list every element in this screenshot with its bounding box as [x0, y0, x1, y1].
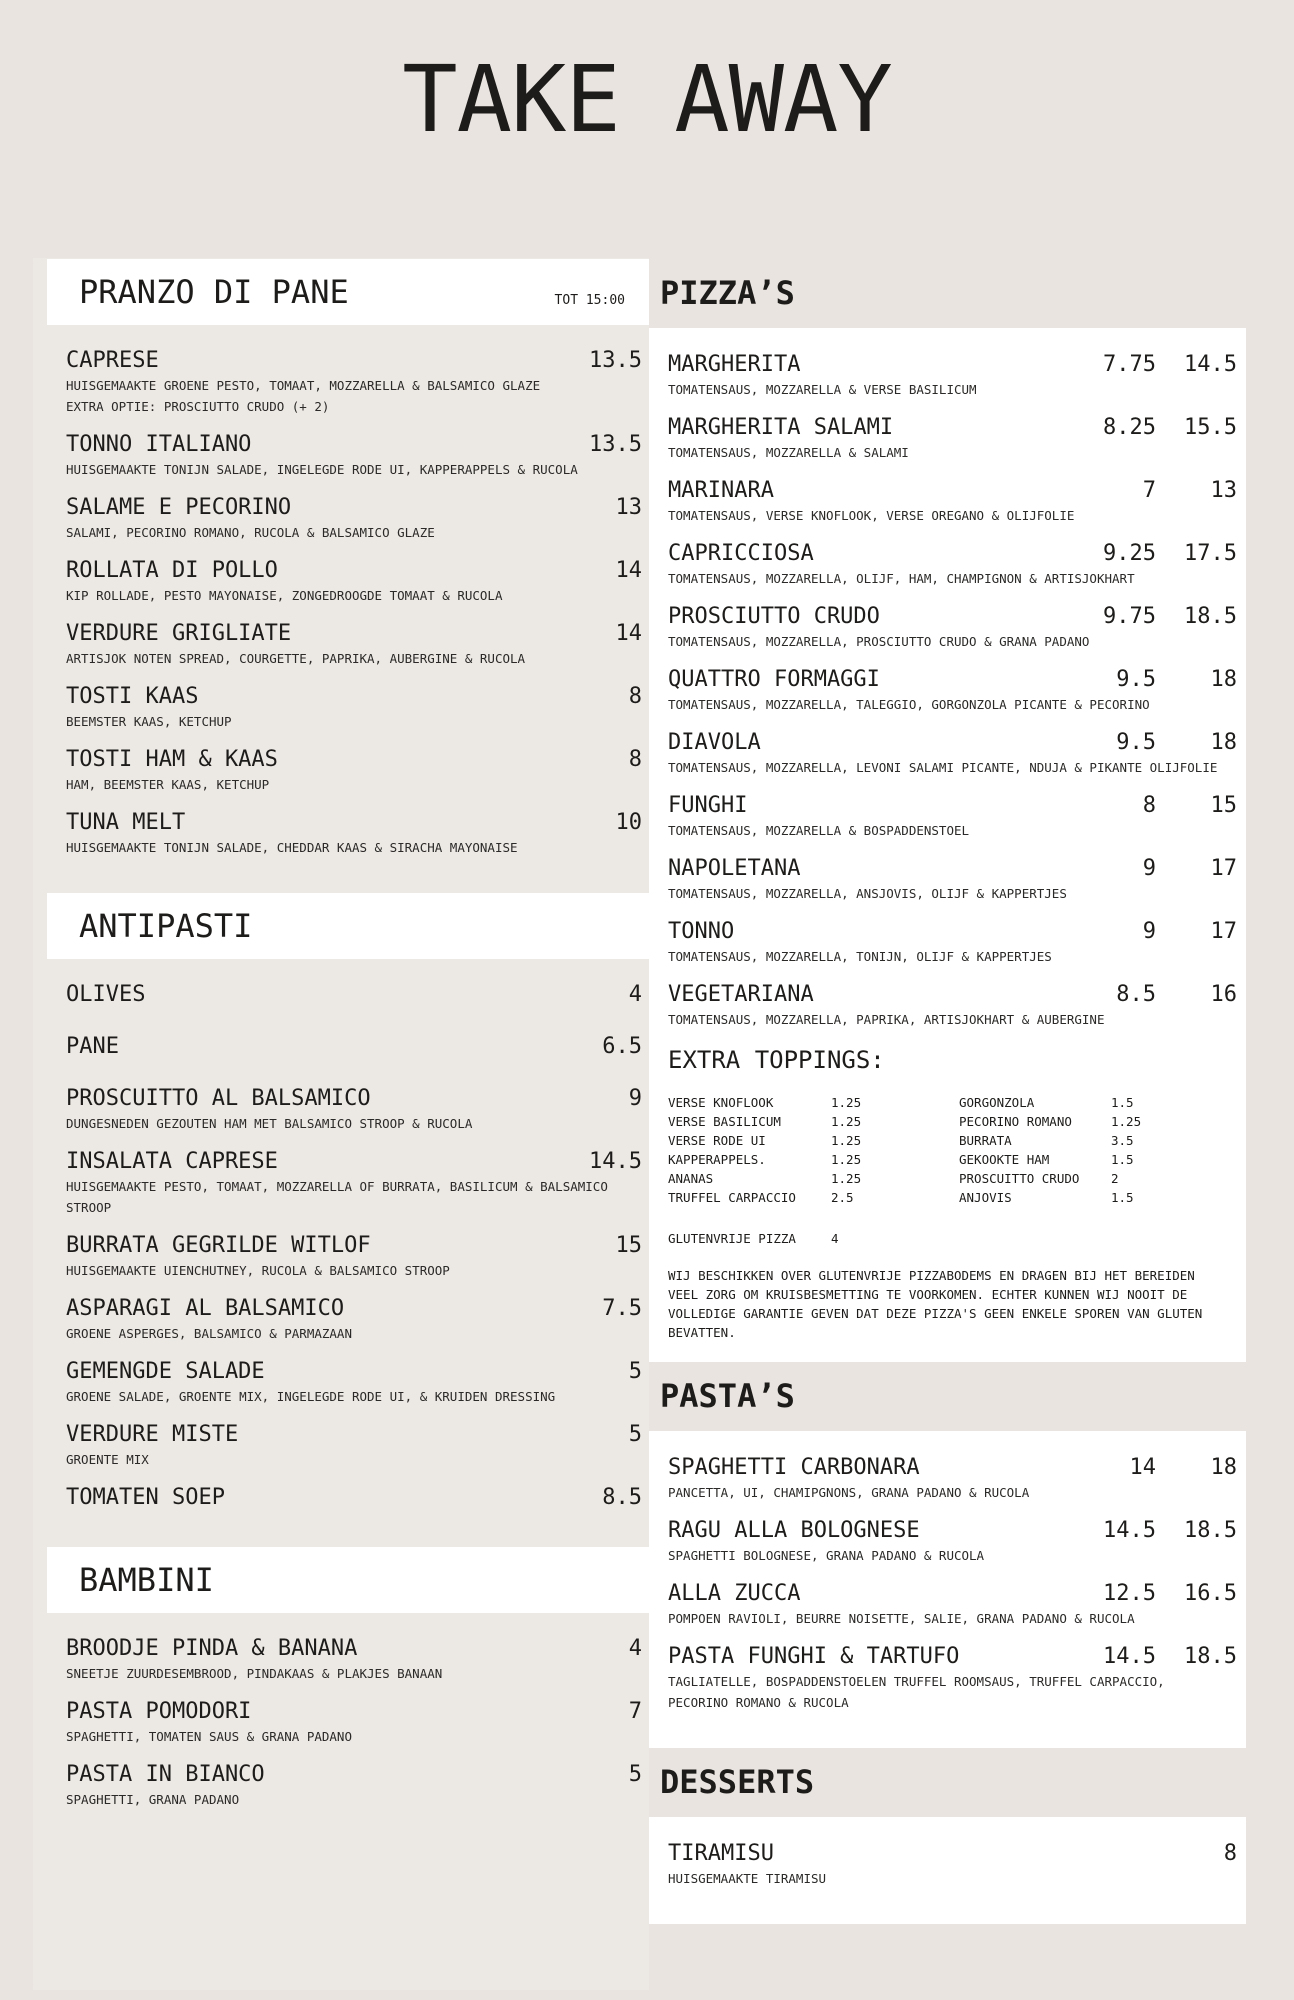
menu-item-price: 7: [628, 1699, 642, 1724]
menu-item-title: VERDURE GRIGLIATE: [66, 621, 292, 646]
menu-item-description: SNEETJE ZUURDESEMBROOD, PINDAKAAS & PLAKJES BANAAN: [66, 1666, 443, 1681]
section-title-desserts: DESSERTS: [660, 1763, 815, 1801]
menu-item-title: ASPARAGI AL BALSAMICO: [66, 1296, 345, 1321]
menu-item-row: [66, 1762, 642, 1788]
menu-item-price: 13.5: [589, 348, 642, 373]
menu-item-price-large: 16.5: [1184, 1581, 1237, 1606]
topping-label: PROSCUITTO CRUDO: [959, 1171, 1080, 1186]
menu-item-row: [66, 982, 642, 1008]
menu-item-description: HUISGEMAAKTE TIRAMISU: [668, 1871, 827, 1886]
menu-item: [668, 541, 1237, 588]
topping-price: 1.25: [831, 1171, 862, 1186]
section-items: [47, 1613, 649, 1809]
menu-item-price: 9: [628, 1086, 642, 1111]
section-time-note: TOT 15:00: [554, 292, 625, 308]
menu-item-row: [66, 1699, 642, 1725]
menu-item-title: MARGHERITA: [668, 352, 801, 377]
menu-item: [668, 1455, 1237, 1502]
menu-item-row: [668, 541, 1237, 567]
section-card-desserts: [649, 1817, 1246, 1924]
menu-item-price-small: 8.25: [1103, 415, 1156, 440]
menu-item-title: ALLA ZUCCA: [668, 1581, 801, 1606]
menu-item-title: TOMATEN SOEP: [66, 1485, 225, 1510]
menu-item-row: [668, 604, 1237, 630]
menu-item: [66, 1485, 642, 1511]
section-pranzo-di-pane: [47, 259, 649, 857]
topping-price: 2: [1111, 1171, 1119, 1186]
gluten-disclaimer-line: WIJ BESCHIKKEN OVER GLUTENVRIJE PIZZABODEMS EN DRAGEN BIJ HET BEREIDEN: [668, 1268, 1195, 1283]
menu-item-description: HUISGEMAAKTE TONIJN SALADE, CHEDDAR KAAS & SIRACHA MAYONAISE: [66, 840, 518, 855]
menu-item-row: [66, 684, 642, 710]
topping-price: 1.25: [831, 1152, 862, 1167]
menu-item-price: 14: [615, 621, 642, 646]
menu-item-description: TOMATENSAUS, MOZZARELLA & BOSPADDENSTOEL: [668, 823, 970, 838]
menu-item-row: [66, 1636, 642, 1662]
section-title: BAMBINI: [79, 1561, 214, 1599]
menu-item: [668, 793, 1237, 840]
menu-item-price-small: 7.75: [1103, 352, 1156, 377]
menu-item-description: HUISGEMAAKTE PESTO, TOMAAT, MOZZARELLA OF BURRATA, BASILICUM & BALSAMICO: [66, 1179, 608, 1194]
menu-item-title: VERDURE MISTE: [66, 1422, 239, 1447]
menu-item-title: SALAME E PECORINO: [66, 495, 292, 520]
extra-toppings-heading: EXTRA TOPPINGS:: [668, 1046, 885, 1074]
section-pastas: [649, 1376, 1246, 1748]
topping-label: KAPPERAPPELS.: [668, 1152, 766, 1167]
menu-item-description: TOMATENSAUS, MOZZARELLA, PROSCIUTTO CRUDO & GRANA PADANO: [668, 634, 1090, 649]
menu-item-row: [66, 495, 642, 521]
topping-row: [959, 1150, 1237, 1169]
menu-item-title: GEMENGDE SALADE: [66, 1359, 265, 1384]
menu-item-description: TAGLIATELLE, BOSPADDENSTOELEN TRUFFEL ROOMSAUS, TRUFFEL CARPACCIO,: [668, 1674, 1165, 1689]
menu-item-price: 15: [615, 1233, 642, 1258]
gluten-free-price: 4: [831, 1231, 839, 1246]
menu-item-row: [66, 1485, 642, 1511]
menu-item-price-large: 18: [1210, 667, 1237, 692]
extra-toppings-columns: [668, 1093, 1237, 1207]
menu-item-price-large: 18: [1210, 730, 1237, 755]
menu-item-price-large: 17: [1210, 919, 1237, 944]
right-column: [649, 273, 1246, 1924]
menu-item-price-small: 9.5: [1116, 667, 1156, 692]
menu-item-description: HAM, BEEMSTER KAAS, KETCHUP: [66, 777, 270, 792]
menu-item: [66, 432, 642, 479]
topping-price: 1.5: [1111, 1095, 1134, 1110]
menu-item-description: ARTISJOK NOTEN SPREAD, COURGETTE, PAPRIKA, AUBERGINE & RUCOLA: [66, 651, 526, 666]
menu-item-title: RAGU ALLA BOLOGNESE: [668, 1518, 920, 1543]
topping-label: BURRATA: [959, 1133, 1012, 1148]
menu-item-row: [66, 747, 642, 773]
topping-price: 1.25: [831, 1114, 862, 1129]
topping-row: [668, 1188, 959, 1207]
topping-label: ANANAS: [668, 1171, 714, 1186]
topping-price: 1.5: [1111, 1190, 1134, 1205]
section-header-pranzo-di-pane: [47, 259, 649, 325]
menu-item: [66, 747, 642, 794]
menu-item: [668, 1644, 1237, 1712]
page-title: TAKE AWAY: [402, 46, 892, 153]
menu-item-price-small: 9.75: [1103, 604, 1156, 629]
gluten-disclaimer: [668, 1266, 1237, 1342]
menu-item-row: [66, 1149, 642, 1175]
menu-item-price-small: 8: [1142, 793, 1156, 818]
section-antipasti: [47, 893, 649, 1511]
menu-item-description: SPAGHETTI, TOMATEN SAUS & GRANA PADANO: [66, 1729, 352, 1744]
menu-item-description: KIP ROLLADE, PESTO MAYONAISE, ZONGEDROOGDE TOMAAT & RUCOLA: [66, 588, 503, 603]
menu-item-title: INSALATA CAPRESE: [66, 1149, 278, 1174]
menu-item-description: TOMATENSAUS, MOZZARELLA & SALAMI: [668, 445, 909, 460]
topping-row: [959, 1093, 1237, 1112]
topping-row: [959, 1131, 1237, 1150]
section-card-pastas: [649, 1431, 1246, 1748]
topping-row: [959, 1169, 1237, 1188]
menu-item-price: 10: [615, 810, 642, 835]
menu-item: [66, 1762, 642, 1809]
left-column: [47, 259, 649, 1825]
section-desserts: [649, 1762, 1246, 1924]
menu-item-description: SPAGHETTI BOLOGNESE, GRANA PADANO & RUCOLA: [668, 1548, 985, 1563]
menu-item-price: 4: [628, 982, 642, 1007]
topping-label: GEKOOKTE HAM: [959, 1152, 1050, 1167]
menu-item-title: PROSCIUTTO CRUDO: [668, 604, 880, 629]
menu-item-price: 14: [615, 558, 642, 583]
menu-item-title: VEGETARIANA: [668, 982, 814, 1007]
menu-item: [668, 1518, 1237, 1565]
menu-item-price-small: 9.25: [1103, 541, 1156, 566]
menu-item-description: HUISGEMAAKTE UIENCHUTNEY, RUCOLA & BALSAMICO STROOP: [66, 1263, 450, 1278]
menu-item: [66, 1034, 642, 1060]
topping-label: VERSE KNOFLOOK: [668, 1095, 774, 1110]
menu-item: [66, 1149, 642, 1217]
menu-item-price: 14.5: [589, 1149, 642, 1174]
topping-row: [668, 1169, 959, 1188]
section-title: ANTIPASTI: [79, 907, 253, 945]
menu-item-title: PASTA POMODORI: [66, 1699, 252, 1724]
menu-item-description: SALAMI, PECORINO ROMANO, RUCOLA & BALSAMICO GLAZE: [66, 525, 435, 540]
menu-item-title: BROODJE PINDA & BANANA: [66, 1636, 358, 1661]
topping-label: TRUFFEL CARPACCIO: [668, 1190, 796, 1205]
menu-item: [66, 1233, 642, 1280]
menu-item-price-large: 13: [1210, 478, 1237, 503]
menu-item-title: TOSTI KAAS: [66, 684, 199, 709]
menu-item-row: [66, 1296, 642, 1322]
menu-item-description: TOMATENSAUS, MOZZARELLA, TALEGGIO, GORGONZOLA PICANTE & PECORINO: [668, 697, 1150, 712]
menu-item-row: [668, 352, 1237, 378]
topping-price: 3.5: [1111, 1133, 1134, 1148]
menu-item-price-small: 7: [1142, 478, 1156, 503]
topping-row: [668, 1150, 959, 1169]
menu-item-price-small: 14.5: [1103, 1644, 1156, 1669]
menu-item-title: PANE: [66, 1034, 119, 1059]
menu-item-description: GROENTE MIX: [66, 1452, 149, 1467]
menu-item-title: PROSCUITTO AL BALSAMICO: [66, 1086, 371, 1111]
section-header-bambini: [47, 1547, 649, 1613]
menu-item-description: TOMATENSAUS, VERSE KNOFLOOK, VERSE OREGANO & OLIJFOLIE: [668, 508, 1075, 523]
menu-item-price-small: 9.5: [1116, 730, 1156, 755]
menu-item-row: [66, 1086, 642, 1112]
topping-row: [959, 1188, 1237, 1207]
menu-item: [66, 621, 642, 668]
section-title-pizzas: PIZZA’S: [660, 274, 795, 312]
menu-item-row: [66, 348, 642, 374]
menu-item: [66, 1086, 642, 1133]
menu-item-price-small: 12.5: [1103, 1581, 1156, 1606]
menu-item-row: [668, 793, 1237, 819]
menu-item-price-large: 15: [1210, 793, 1237, 818]
menu-item-description: EXTRA OPTIE: PROSCIUTTO CRUDO (+ 2): [66, 399, 330, 414]
topping-label: GORGONZOLA: [959, 1095, 1035, 1110]
section-title-pastas: PASTA’S: [660, 1377, 795, 1415]
topping-price: 2.5: [831, 1190, 854, 1205]
menu-item-title: NAPOLETANA: [668, 856, 801, 881]
menu-item-price: 5: [628, 1359, 642, 1384]
menu-item-price-large: 17.5: [1184, 541, 1237, 566]
menu-item-description: PECORINO ROMANO & RUCOLA: [668, 1695, 849, 1710]
menu-item-row: [66, 1233, 642, 1259]
menu-item-row: [668, 730, 1237, 756]
menu-item-description: STROOP: [66, 1200, 112, 1215]
topping-price: 1.25: [831, 1095, 862, 1110]
menu-item-price: 8.5: [602, 1485, 642, 1510]
menu-item: [668, 352, 1237, 399]
menu-item-row: [668, 667, 1237, 693]
menu-item-title: PASTA FUNGHI & TARTUFO: [668, 1644, 960, 1669]
menu-item-price: 8: [628, 747, 642, 772]
menu-item: [668, 604, 1237, 651]
menu-item: [668, 478, 1237, 525]
topping-price: 1.25: [831, 1133, 862, 1148]
menu-item-description: TOMATENSAUS, MOZZARELLA, TONIJN, OLIJF & KAPPERTJES: [668, 949, 1052, 964]
menu-item-title: TUNA MELT: [66, 810, 186, 835]
menu-item-row: [668, 415, 1237, 441]
topping-price: 1.25: [1111, 1114, 1142, 1129]
menu-item-row: [66, 1034, 642, 1060]
menu-item-price-small: 9: [1142, 919, 1156, 944]
topping-label: VERSE RODE UI: [668, 1133, 766, 1148]
menu-item: [668, 1841, 1237, 1888]
menu-item-row: [66, 558, 642, 584]
menu-item-row: [66, 1422, 642, 1448]
topping-row: [668, 1093, 959, 1112]
menu-item: [66, 1359, 642, 1406]
menu-item: [66, 558, 642, 605]
menu-item: [66, 982, 642, 1008]
menu-item-price-large: 17: [1210, 856, 1237, 881]
menu-item: [668, 982, 1237, 1029]
menu-item: [66, 495, 642, 542]
gluten-disclaimer-line: VOLLEDIGE GARANTIE GEVEN DAT DEZE PIZZA'S GEEN ENKELE SPOREN VAN GLUTEN: [668, 1306, 1203, 1321]
menu-item-price-large: 18.5: [1184, 604, 1237, 629]
menu-item-description: TOMATENSAUS, MOZZARELLA, LEVONI SALAMI PICANTE, NDUJA & PIKANTE OLIJFOLIE: [668, 760, 1218, 775]
menu-item-price: 6.5: [602, 1034, 642, 1059]
section-pizzas: [649, 273, 1246, 1362]
menu-item-price-small: 14: [1129, 1455, 1156, 1480]
topping-row: [668, 1131, 959, 1150]
menu-item-title: TONNO: [668, 919, 735, 944]
section-items: [47, 959, 649, 1511]
menu-item-title: CAPRESE: [66, 348, 159, 373]
menu-item-description: PANCETTA, UI, CHAMIPGNONS, GRANA PADANO & RUCOLA: [668, 1485, 1030, 1500]
menu-item-title: FUNGHI: [668, 793, 748, 818]
menu-item-row: [668, 478, 1237, 504]
menu-item-price: 8: [628, 684, 642, 709]
menu-item-description: DUNGESNEDEN GEZOUTEN HAM MET BALSAMICO STROOP & RUCOLA: [66, 1116, 473, 1131]
menu-item: [668, 856, 1237, 903]
menu-item-price-large: 15.5: [1184, 415, 1237, 440]
menu-item-price: 5: [628, 1762, 642, 1787]
menu-item-description: GROENE SALADE, GROENTE MIX, INGELEGDE RODE UI, & KRUIDEN DRESSING: [66, 1389, 556, 1404]
menu-item-description: HUISGEMAAKTE GROENE PESTO, TOMAAT, MOZZARELLA & BALSAMICO GLAZE: [66, 378, 541, 393]
menu-item-title: TIRAMISU: [668, 1841, 774, 1866]
menu-item: [668, 415, 1237, 462]
menu-item-description: TOMATENSAUS, MOZZARELLA, PAPRIKA, ARTISJOKHART & AUBERGINE: [668, 1012, 1105, 1027]
menu-item-description: TOMATENSAUS, MOZZARELLA, OLIJF, HAM, CHAMPIGNON & ARTISJOKHART: [668, 571, 1135, 586]
menu-item-title: TOSTI HAM & KAAS: [66, 747, 278, 772]
menu-item: [66, 1699, 642, 1746]
menu-item-description: BEEMSTER KAAS, KETCHUP: [66, 714, 232, 729]
gluten-disclaimer-line: BEVATTEN.: [668, 1325, 736, 1340]
toppings-column-left: [668, 1093, 959, 1207]
menu-item-title: SPAGHETTI CARBONARA: [668, 1455, 920, 1480]
menu-item-title: CAPRICCIOSA: [668, 541, 814, 566]
menu-item-title: BURRATA GEGRILDE WITLOF: [66, 1233, 371, 1258]
topping-row: [668, 1112, 959, 1131]
menu-item-price: 13.5: [589, 432, 642, 457]
menu-item: [66, 1296, 642, 1343]
menu-item-price-small: 9: [1142, 856, 1156, 881]
menu-item: [66, 1636, 642, 1683]
menu-item-description: POMPOEN RAVIOLI, BEURRE NOISETTE, SALIE, GRANA PADANO & RUCOLA: [668, 1611, 1135, 1626]
menu-item: [668, 667, 1237, 714]
menu-item-title: OLIVES: [66, 982, 146, 1007]
gluten-free-row: [668, 1229, 1237, 1248]
gluten-free-label: GLUTENVRIJE PIZZA: [668, 1231, 796, 1246]
menu-item-row: [668, 1644, 1237, 1670]
menu-item-price: 5: [628, 1422, 642, 1447]
menu-item-row: [668, 919, 1237, 945]
menu-item-price: 4: [628, 1636, 642, 1661]
menu-item-title: MARINARA: [668, 478, 774, 503]
menu-item-price-large: 16: [1210, 982, 1237, 1007]
menu-item: [66, 684, 642, 731]
menu-item-price-large: 18.5: [1184, 1518, 1237, 1543]
topping-label: ANJOVIS: [959, 1190, 1012, 1205]
menu-item-row: [66, 432, 642, 458]
menu-item-title: ROLLATA DI POLLO: [66, 558, 278, 583]
section-bambini: [47, 1547, 649, 1809]
section-title: PRANZO DI PANE: [79, 273, 349, 311]
menu-item-row: [668, 856, 1237, 882]
menu-item-title: DIAVOLA: [668, 730, 761, 755]
menu-item-row: [668, 982, 1237, 1008]
menu-item: [66, 810, 642, 857]
menu-item-description: TOMATENSAUS, MOZZARELLA & VERSE BASILICUM: [668, 382, 977, 397]
topping-label: PECORINO ROMANO: [959, 1114, 1072, 1129]
menu-item-price-large: 14.5: [1184, 352, 1237, 377]
menu-item-price: 13: [615, 495, 642, 520]
section-header-antipasti: [47, 893, 649, 959]
menu-item-row: [668, 1518, 1237, 1544]
menu-item: [668, 919, 1237, 966]
menu-item-row: [66, 1359, 642, 1385]
toppings-column-right: [959, 1093, 1237, 1207]
menu-item-row: [66, 810, 642, 836]
menu-item-title: QUATTRO FORMAGGI: [668, 667, 880, 692]
menu-item: [668, 1581, 1237, 1628]
menu-item-price-large: 18.5: [1184, 1644, 1237, 1669]
menu-item-description: HUISGEMAAKTE TONIJN SALADE, INGELEGDE RODE UI, KAPPERAPPELS & RUCOLA: [66, 462, 578, 477]
topping-label: VERSE BASILICUM: [668, 1114, 781, 1129]
section-card-pizzas: [649, 328, 1246, 1362]
topping-price: 1.5: [1111, 1152, 1134, 1167]
menu-item: [668, 730, 1237, 777]
menu-item-row: [668, 1581, 1237, 1607]
menu-item-price: 7.5: [602, 1296, 642, 1321]
menu-item-price-small: 8.5: [1116, 982, 1156, 1007]
menu-item-row: [66, 621, 642, 647]
menu-item-title: MARGHERITA SALAMI: [668, 415, 894, 440]
menu-item-price-small: 14.5: [1103, 1518, 1156, 1543]
section-items: [47, 325, 649, 857]
menu-item-price-large: 18: [1210, 1455, 1237, 1480]
menu-item-title: PASTA IN BIANCO: [66, 1762, 265, 1787]
menu-item-price-large: 8: [1223, 1841, 1237, 1866]
menu-item-description: SPAGHETTI, GRANA PADANO: [66, 1792, 240, 1807]
topping-row: [959, 1112, 1237, 1131]
gluten-disclaimer-line: VEEL ZORG OM KRUISBESMETTING TE VOORKOMEN. ECHTER KUNNEN WIJ NOOIT DE: [668, 1287, 1188, 1302]
menu-item-description: GROENE ASPERGES, BALSAMICO & PARMAZAAN: [66, 1326, 352, 1341]
menu-item-title: TONNO ITALIANO: [66, 432, 252, 457]
menu-item-description: TOMATENSAUS, MOZZARELLA, ANSJOVIS, OLIJF & KAPPERTJES: [668, 886, 1067, 901]
menu-item-row: [668, 1841, 1237, 1867]
menu-item-row: [668, 1455, 1237, 1481]
menu-item: [66, 348, 642, 416]
menu-item: [66, 1422, 642, 1469]
